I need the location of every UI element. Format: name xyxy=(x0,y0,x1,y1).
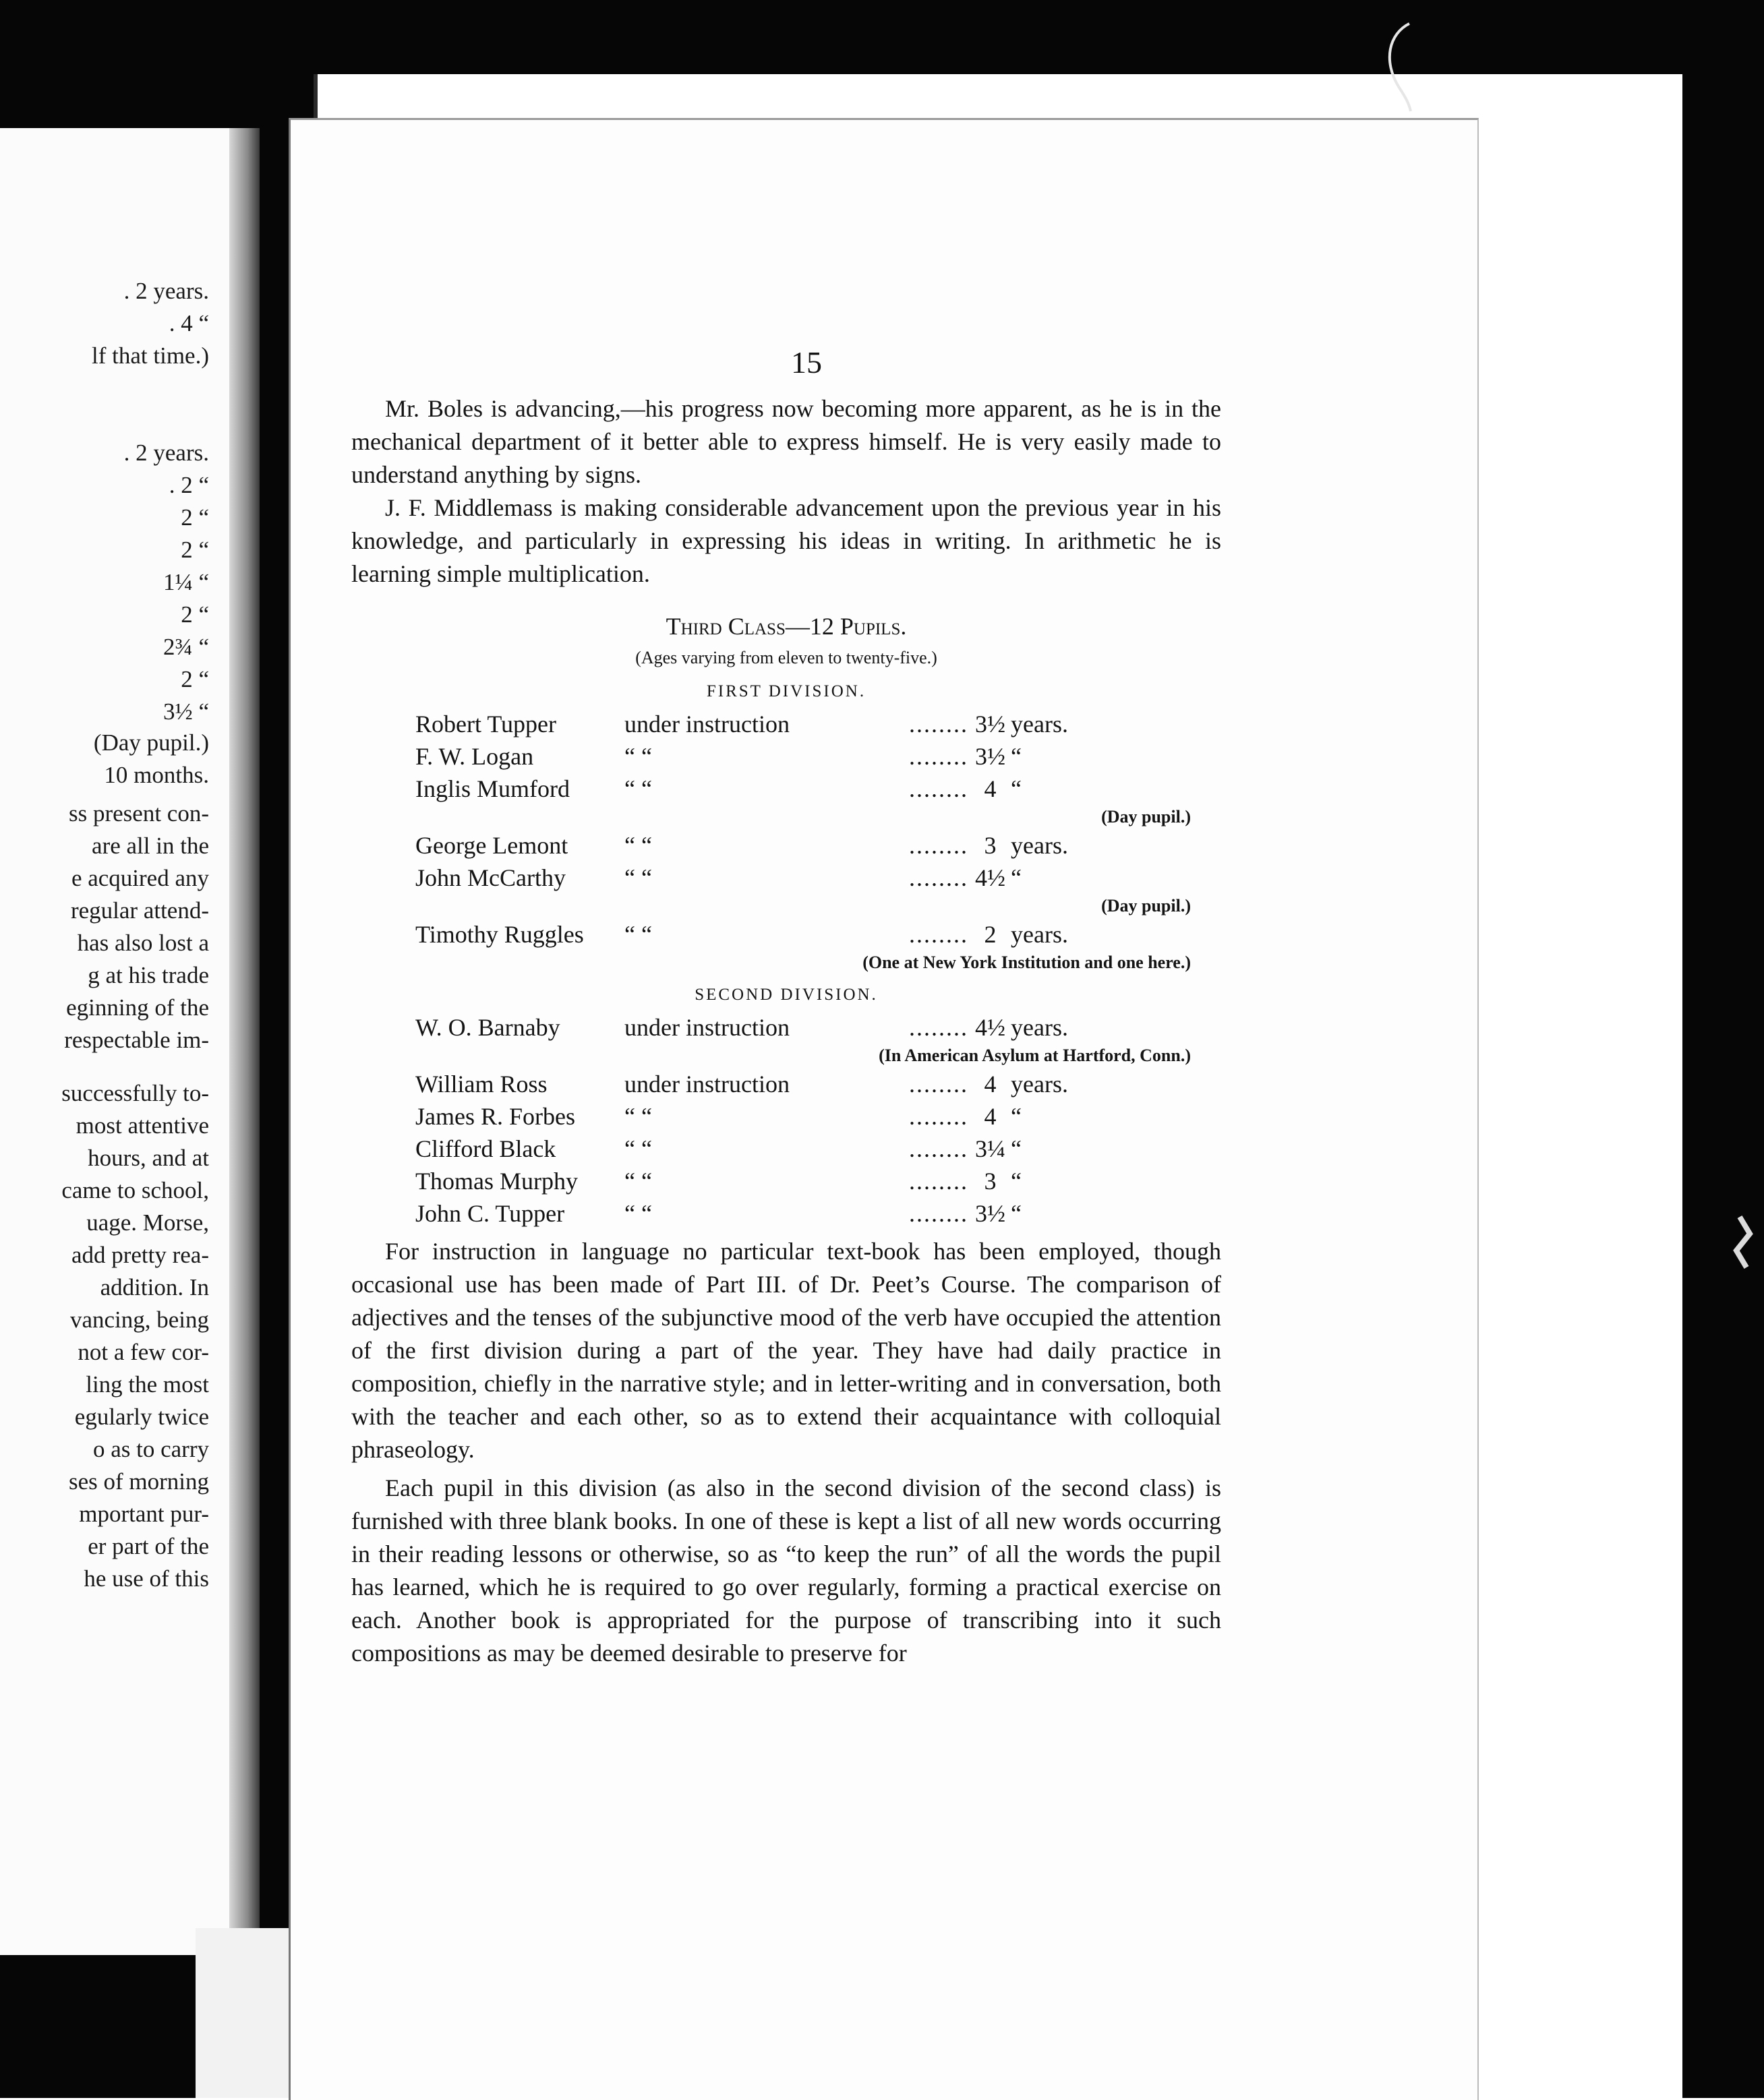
roster-dur: 4 xyxy=(984,775,997,802)
roster-name: Thomas Murphy xyxy=(415,1168,578,1195)
roster-unit: “ xyxy=(1011,775,1022,802)
left-page-text-fragment: eginning of the xyxy=(66,994,209,1021)
leader-dots: ........ xyxy=(909,1014,968,1041)
roster-name: George Lemont xyxy=(415,832,568,859)
leader-dots: ........ xyxy=(909,832,968,859)
roster-name: John McCarthy xyxy=(415,864,566,891)
left-page-text-fragment: o as to carry xyxy=(92,1436,209,1462)
roster-dur: 4½ xyxy=(975,1014,1005,1041)
left-page-text-fragment: 1¼ “ xyxy=(163,569,209,595)
roster-dur: 3½ xyxy=(975,743,1005,770)
roster-instr: “ “ xyxy=(624,1168,652,1195)
paragraph-middlemass: J. F. Middlemass is making considerable advancement upon the previous year in his knowledge, and particularly in expressing his ideas in writing. In arithmetic he is learning simple multiplication. xyxy=(351,494,1221,587)
left-page-text-fragment: ss present con- xyxy=(68,800,209,827)
left-page-text-fragment: 2 “ xyxy=(181,504,209,531)
left-page-text-fragment: uage. Morse, xyxy=(86,1209,209,1236)
left-page-text-fragment: not a few cor- xyxy=(78,1339,209,1365)
left-page-text-fragment: successfully to- xyxy=(61,1080,209,1106)
paragraph-language-instruction: For instruction in language no particular text-book has been employed, though occasional use has been made of Part III. of Dr. Peet’s Course. The comparison of adjectives and the tenses of the subjunctive mood of the verb have occupied the attention of the first division during a part of the year. They have had daily practice in composition, chiefly in the narrative style; and in letter-writing and in conversation, both with the teacher and each other, so as to extend their acquaintance with colloquial phraseology. xyxy=(351,1238,1221,1463)
roster-name: Timothy Ruggles xyxy=(415,921,584,948)
roster-row xyxy=(351,773,1221,805)
roster-row xyxy=(351,1100,1221,1133)
roster-name: W. O. Barnaby xyxy=(415,1014,560,1041)
left-page-text-fragment: respectable im- xyxy=(64,1027,209,1053)
roster-dur: 4 xyxy=(984,1071,997,1098)
roster-unit: “ xyxy=(1011,1168,1022,1195)
left-page-text-fragment: addition. In xyxy=(100,1274,209,1300)
roster-unit: “ xyxy=(1011,1103,1022,1130)
roster-instr: under instruction xyxy=(624,711,790,738)
roster-instr: “ “ xyxy=(624,1135,652,1162)
leader-dots: ........ xyxy=(909,921,968,948)
roster-row xyxy=(351,1165,1221,1197)
roster-note: (Day pupil.) xyxy=(1101,807,1191,827)
leader-dots: ........ xyxy=(909,1168,968,1195)
left-page-text-fragment: vancing, being xyxy=(69,1307,209,1333)
roster-row xyxy=(351,1011,1221,1044)
left-page-text-fragment: lf that time.) xyxy=(92,342,209,369)
roster-note: (One at New York Institution and one here.) xyxy=(862,953,1191,972)
roster-name: F. W. Logan xyxy=(415,743,534,770)
left-page-text-fragment: ling the most xyxy=(86,1371,209,1398)
left-page-text-fragment: . 2 years. xyxy=(123,440,209,466)
document-page xyxy=(289,118,1479,2100)
first-division-title: FIRST DIVISION. xyxy=(706,682,866,700)
left-page-text-fragment: are all in the xyxy=(92,833,209,859)
left-page-text-fragment: add pretty rea- xyxy=(71,1242,209,1268)
first-division-roster xyxy=(351,708,1221,975)
roster-unit: years. xyxy=(1011,711,1068,738)
roster-row xyxy=(351,740,1221,773)
roster-instr: “ “ xyxy=(624,921,652,948)
roster-instr: “ “ xyxy=(624,1103,652,1130)
roster-name: James R. Forbes xyxy=(415,1103,575,1130)
roster-instr: under instruction xyxy=(624,1014,790,1041)
second-division-roster xyxy=(351,1011,1221,1230)
scan-artifact-mark xyxy=(1726,1213,1760,1274)
left-page-text-fragment: . 2 years. xyxy=(123,278,209,304)
leader-dots: ........ xyxy=(909,1135,968,1162)
left-page-text-fragment: has also lost a xyxy=(77,930,209,956)
left-page-text-fragment: ses of morning xyxy=(68,1468,209,1495)
roster-dur: 3 xyxy=(984,832,997,859)
class-subheading: (Ages varying from eleven to twenty-five.) xyxy=(635,648,937,667)
left-page-text-fragment: 3½ “ xyxy=(163,698,209,725)
left-page-text-fragment: . 4 “ xyxy=(169,310,209,336)
left-page-text-fragment: g at his trade xyxy=(88,962,209,988)
left-page-text-fragment: 2 “ xyxy=(181,537,209,563)
roster-instr: “ “ xyxy=(624,832,652,859)
paragraph-blank-books: Each pupil in this division (as also in the second division of the second class) is furnished with three blank books. In one of these is kept a list of all new words occurring in their reading lessons or otherwise, so as “to keep the run” of all the words the pupil has learned, which he is required to go over regularly, forming a practical exercise on each. Another book is appropriated for the purpose of transcribing into it such compositions as may be deemed desirable to preserve for xyxy=(351,1474,1221,1667)
roster-dur: 4 xyxy=(984,1103,997,1130)
roster-note: (Day pupil.) xyxy=(1101,896,1191,916)
roster-dur: 3½ xyxy=(975,711,1005,738)
roster-name: John C. Tupper xyxy=(415,1200,565,1227)
left-page-text-fragment: came to school, xyxy=(61,1177,209,1203)
second-division-title: SECOND DIVISION. xyxy=(695,986,878,1004)
page-number: 15 xyxy=(791,345,822,380)
roster-row xyxy=(351,1133,1221,1165)
roster-instr: “ “ xyxy=(624,775,652,802)
roster-name: Clifford Black xyxy=(415,1135,556,1162)
book-gutter xyxy=(229,128,260,1955)
left-page-text-fragment: . 2 “ xyxy=(169,472,209,498)
roster-unit: “ xyxy=(1011,743,1022,770)
roster-dur: 3½ xyxy=(975,1200,1005,1227)
roster-unit: years. xyxy=(1011,832,1068,859)
left-page-text-fragment: 10 months. xyxy=(104,762,209,788)
roster-row xyxy=(351,1068,1221,1100)
paragraph-boles: Mr. Boles is advancing,—his progress now becoming more apparent, as he is in the mechanical department of it better able to express himself. He is very easily made to understand anything by signs. xyxy=(351,395,1221,488)
roster-instr: “ “ xyxy=(624,864,652,891)
roster-name: Robert Tupper xyxy=(415,711,557,738)
left-page-text-fragment: e acquired any xyxy=(71,865,209,891)
left-page-text-fragment: (Day pupil.) xyxy=(93,729,209,756)
left-page-text-fragment: regular attend- xyxy=(70,897,209,924)
left-page-text-fragment: egularly twice xyxy=(74,1404,209,1430)
roster-row xyxy=(351,918,1221,951)
roster-dur: 2 xyxy=(984,921,997,948)
roster-dur: 4½ xyxy=(975,864,1005,891)
roster-unit: “ xyxy=(1011,1200,1022,1227)
roster-unit: “ xyxy=(1011,1135,1022,1162)
leader-dots: ........ xyxy=(909,743,968,770)
left-page-text-fragment: most attentive xyxy=(76,1112,209,1139)
left-page-text-fragment: er part of the xyxy=(88,1533,209,1559)
left-page-text-fragment: 2 “ xyxy=(181,666,209,692)
roster-unit: years. xyxy=(1011,921,1068,948)
roster-name: William Ross xyxy=(415,1071,548,1098)
roster-note: (In American Asylum at Hartford, Conn.) xyxy=(879,1046,1191,1065)
leader-dots: ........ xyxy=(909,864,968,891)
scan-artifact-curve xyxy=(1369,20,1423,115)
roster-row xyxy=(351,862,1221,894)
roster-instr: “ “ xyxy=(624,1200,652,1227)
roster-dur: 3¼ xyxy=(975,1135,1005,1162)
roster-unit: years. xyxy=(1011,1014,1068,1041)
page-content xyxy=(351,342,1221,1670)
roster-row xyxy=(351,1197,1221,1230)
roster-unit: years. xyxy=(1011,1071,1068,1098)
leader-dots: ........ xyxy=(909,1103,968,1130)
roster-dur: 3 xyxy=(984,1168,997,1195)
roster-row xyxy=(351,708,1221,740)
roster-unit: “ xyxy=(1011,864,1022,891)
class-heading: Third Class—12 Pupils. xyxy=(666,613,907,640)
leader-dots: ........ xyxy=(909,1200,968,1227)
left-page-text-fragment: he use of this xyxy=(84,1565,209,1592)
leader-dots: ........ xyxy=(909,711,968,738)
left-page-text-fragment: 2¾ “ xyxy=(163,634,209,660)
leader-dots: ........ xyxy=(909,1071,968,1098)
roster-name: Inglis Mumford xyxy=(415,775,570,802)
roster-instr: “ “ xyxy=(624,743,652,770)
leader-dots: ........ xyxy=(909,775,968,802)
left-page-text-fragment: mportant pur- xyxy=(79,1501,209,1527)
left-facing-page xyxy=(0,128,260,1955)
left-page-text-fragment: hours, and at xyxy=(88,1145,209,1171)
left-page-text-fragment: 2 “ xyxy=(181,601,209,628)
roster-row xyxy=(351,829,1221,862)
roster-instr: under instruction xyxy=(624,1071,790,1098)
